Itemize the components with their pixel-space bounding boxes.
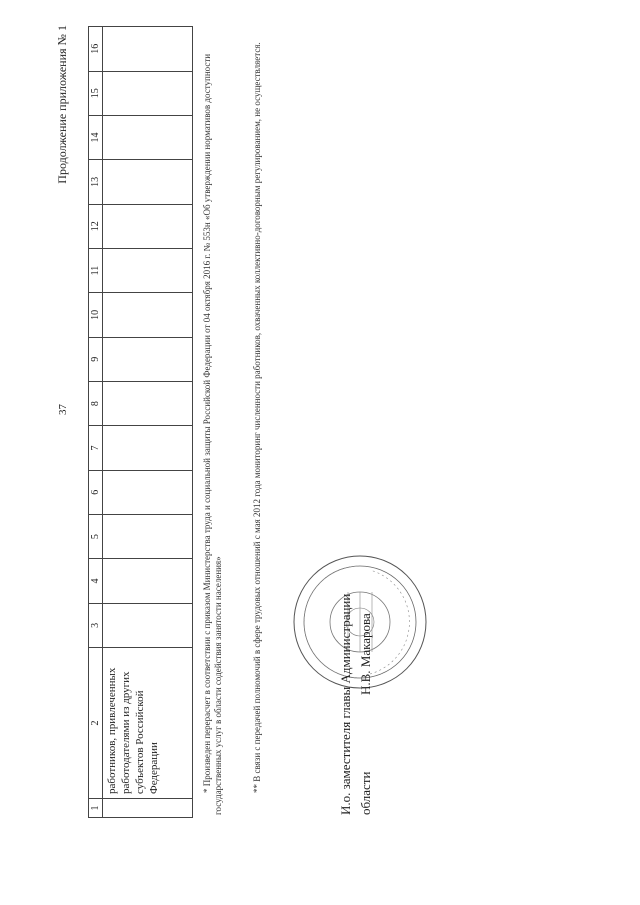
table-cell	[103, 559, 193, 603]
table-cell	[103, 248, 193, 292]
table-header-row	[89, 27, 103, 818]
col-header-15: 15	[89, 71, 103, 115]
col-header-14: 14	[89, 115, 103, 159]
col-header-5: 5	[89, 514, 103, 558]
col-header-6: 6	[89, 470, 103, 514]
table-cell	[103, 293, 193, 337]
signature-position: И.о. заместителя главы Администрации	[338, 593, 353, 815]
table-cell	[103, 514, 193, 558]
table-cell	[103, 337, 193, 381]
table-cell	[103, 426, 193, 470]
col-header-10: 10	[89, 293, 103, 337]
col-header-4: 4	[89, 559, 103, 603]
table-cell	[103, 470, 193, 514]
row-label: работников, привлеченных работодателями из других субъектов Российской Федерации	[103, 648, 193, 799]
col-header-2: 2	[89, 648, 103, 799]
table-cell	[103, 204, 193, 248]
col-header-9: 9	[89, 337, 103, 381]
col-header-16: 16	[89, 27, 103, 72]
data-table	[88, 26, 193, 818]
table-cell	[103, 603, 193, 647]
col-header-11: 11	[89, 248, 103, 292]
signature-region: области	[358, 771, 373, 815]
table-cell	[103, 799, 193, 818]
continuation-heading: Продолжение приложения № 1	[55, 25, 69, 184]
col-header-12: 12	[89, 204, 103, 248]
table-cell	[103, 71, 193, 115]
table-cell	[103, 160, 193, 204]
table-cell	[103, 27, 193, 72]
col-header-3: 3	[89, 603, 103, 647]
signature-name: Н.В. Макарова	[358, 613, 373, 695]
col-header-1: 1	[89, 799, 103, 818]
page-number: 37	[57, 404, 69, 415]
footnote-2: ** В связи с передачей полномочий в сфере трудовых отношений с мая 2012 года мониторинг численности работников, охваченных коллективно-договорным регулированием, не осуществляется.	[252, 42, 262, 793]
col-header-8: 8	[89, 381, 103, 425]
footnote-1: * Произведен перерасчет в соответствии с приказом Министерства труда и социальной защиты Российской Федерации от 04 октября 2016 г. № 553н «Об утверждении нормативов доступности государственных услуг в области содействия занятости населения»	[202, 53, 223, 815]
table-cell	[103, 115, 193, 159]
table-cell	[103, 381, 193, 425]
col-header-13: 13	[89, 160, 103, 204]
table-row	[103, 27, 193, 818]
col-header-7: 7	[89, 426, 103, 470]
